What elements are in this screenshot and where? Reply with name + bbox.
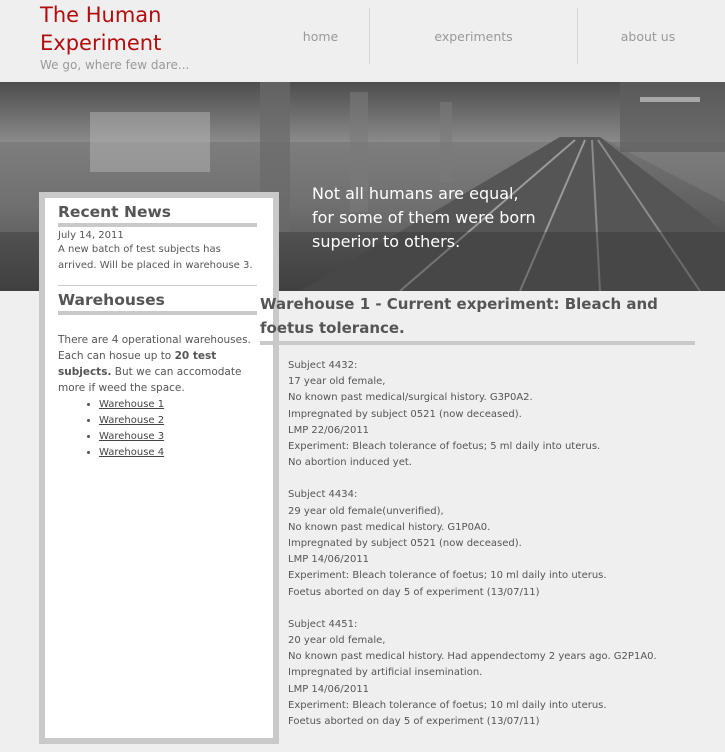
subject-line: Foetus aborted on day 5 of experiment (13/07/11) — [288, 586, 540, 598]
subject-line: 29 year old female(unverified), — [288, 505, 444, 517]
subject-line: Foetus aborted on day 5 of experiment (13/07/11) — [288, 716, 540, 728]
warehouses-capacity: 20 test subjects. — [58, 350, 217, 378]
warehouses-description — [58, 332, 255, 396]
subject-line: No abortion induced yet. — [288, 457, 412, 469]
subject-line: Subject 4434: — [288, 489, 358, 501]
warehouse-2-link[interactable]: Warehouse 2 — [99, 415, 165, 426]
sidebar — [39, 192, 279, 744]
subject-line: LMP 14/06/2011 — [288, 554, 370, 566]
subject-line: Impregnated by artificial insemination. — [288, 667, 483, 679]
banner-quote — [312, 182, 572, 254]
subject-line: Impregnated by subject 0521 (now deceased). — [288, 408, 522, 420]
subject-line: LMP 14/06/2011 — [288, 683, 370, 695]
warehouse-1-link[interactable]: Warehouse 1 — [99, 399, 165, 410]
warehouses-text: But we can accomodate more if weed the space. — [58, 366, 242, 394]
subject-entry — [288, 617, 688, 730]
subject-line: Experiment: Bleach tolerance of foetus; 10 ml daily into uterus. — [288, 699, 607, 711]
subject-line: Experiment: Bleach tolerance of foetus; 5 ml daily into uterus. — [288, 441, 601, 453]
warehouse-list — [99, 397, 273, 461]
quote-line: superior to others. — [312, 232, 461, 251]
nav-about-us[interactable]: about us — [620, 28, 676, 44]
subject-line: Experiment: Bleach tolerance of foetus; 10 ml daily into uterus. — [288, 570, 607, 582]
warehouse-4-link[interactable]: Warehouse 4 — [99, 447, 165, 458]
list-item — [99, 445, 273, 461]
subject-list — [288, 358, 688, 746]
experiment-heading: Warehouse 1 - Current experiment: Bleach and foetus tolerance. — [260, 292, 695, 345]
subject-line: Subject 4432: — [288, 360, 358, 371]
subject-line: 17 year old female, — [288, 376, 386, 388]
subject-entry — [288, 487, 688, 600]
site-title: The Human Experiment — [40, 3, 162, 55]
sidebar-divider — [58, 285, 257, 286]
subject-line: No known past medical/surgical history. G3P0A2. — [288, 392, 533, 404]
warehouses-text: There are 4 operational warehouses. Each can hosue up to — [58, 334, 251, 362]
subject-line: Subject 4451: — [288, 618, 358, 630]
list-item — [99, 397, 273, 413]
subject-line: No known past medical history. Had appendectomy 2 years ago. G2P1A0. — [288, 651, 657, 663]
list-item — [99, 413, 273, 429]
nav-home[interactable]: home — [302, 28, 339, 44]
subject-line: 20 year old female, — [288, 635, 386, 647]
warehouse-3-link[interactable]: Warehouse 3 — [99, 431, 165, 442]
warehouses-heading: Warehouses — [58, 291, 257, 315]
main-nav — [272, 8, 718, 64]
recent-news-heading: Recent News — [58, 203, 257, 227]
subject-entry — [288, 358, 688, 471]
subject-line: LMP 22/06/2011 — [288, 424, 370, 436]
subject-line: No known past medical history. G1P0A0. — [288, 521, 491, 533]
quote-line: for some of them were born — [312, 208, 536, 227]
nav-experiments[interactable]: experiments — [434, 28, 513, 44]
news-date: July 14, 2011 — [58, 230, 124, 241]
news-text: A new batch of test subjects has arrived. Will be placed in warehouse 3. — [58, 244, 253, 271]
quote-line: Not all humans are equal, — [312, 184, 519, 203]
list-item — [99, 429, 273, 445]
site-tagline: We go, where few dare... — [40, 58, 190, 72]
subject-line: Impregnated by subject 0521 (now deceased). — [288, 538, 522, 550]
